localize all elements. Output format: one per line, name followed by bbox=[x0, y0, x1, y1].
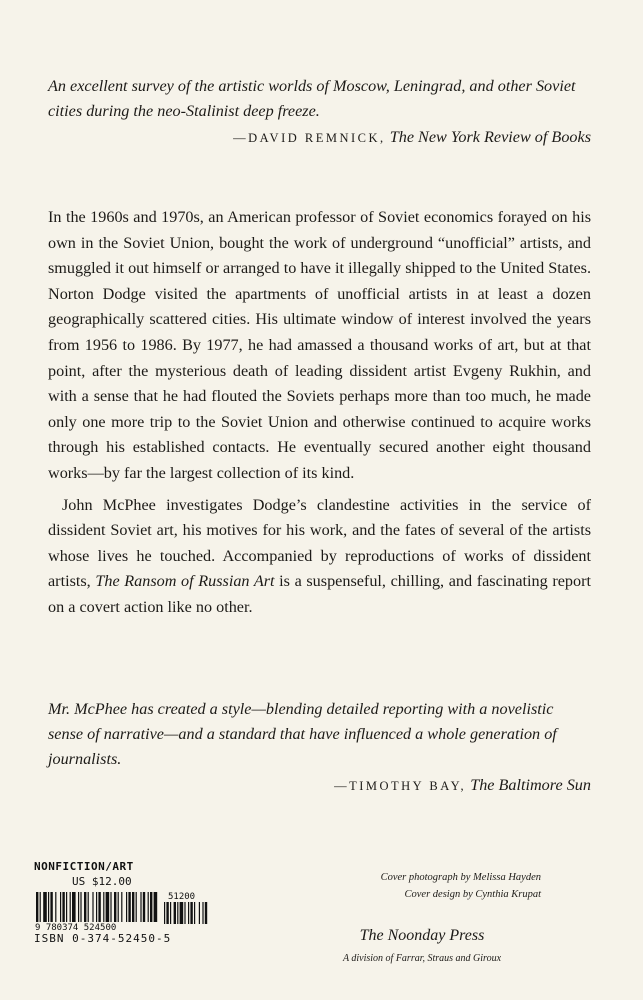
description-paragraph-2 bbox=[48, 493, 591, 621]
quote-text: Mr. McPhee has created a style—blending detailed reporting with a novelistic sense of narrative—and a standard that have influenced a whole generation of journalists. bbox=[48, 700, 557, 768]
isbn-label: ISBN 0-374-52450-5 bbox=[34, 932, 172, 945]
price-label: US $12.00 bbox=[72, 875, 132, 888]
barcode-digits: 9 780374 524500 bbox=[35, 923, 117, 932]
barcode-addon-bars-icon bbox=[164, 902, 207, 924]
photo-credit: Cover photograph by Melissa Hayden bbox=[380, 872, 541, 883]
book-title: The Ransom of Russian Art bbox=[95, 572, 275, 591]
paragraph-2-text-start: John McPhee investigates Dodge’s clandestine activities in the service of dissident Soviet art, his motives for his work, and the fates of several of the artists whose lives he touched. Accompanied by reproductions of works of dissident artists, bbox=[48, 495, 591, 591]
cover-credits bbox=[381, 869, 541, 903]
description-paragraph-1: In the 1960s and 1970s, an American professor of Soviet economics forayed on his own in the Soviet Union, bought the work of underground “unofficial” artists, and smuggled it out himself or arranged to have it illegally shipped to the United States. Norton Dodge visited the apartments of unofficial artists in at least a dozen geographically scattered cities. His ultimate window of interest involved the years from 1956 to 1986. By 1977, he had amassed a thousand works of art, but at that point, after the mysterious death of leading dissident artist Evgeny Rukhin, and with a sense that he had flouted the Soviets perhaps more than too much, he made only one more trip to the Soviet Union and otherwise continued to acquire works through his established contacts. He eventually secured another eight thousand works—by far the largest collection of its kind. bbox=[48, 208, 591, 482]
quote-source: The Baltimore Sun bbox=[470, 776, 591, 794]
barcode-bars-icon bbox=[36, 892, 157, 922]
price-code-digits: 51200 bbox=[168, 892, 196, 902]
publisher-name: The Noonday Press bbox=[359, 927, 485, 944]
paragraph-2-text-end: is a suspenseful, chilling, and fascinating report on a covert action like no other. bbox=[48, 572, 591, 616]
quote-attribution bbox=[48, 773, 591, 799]
design-credit: Cover design by Cynthia Krupat bbox=[404, 889, 541, 900]
quote-text: An excellent survey of the artistic worlds of Moscow, Leningrad, and other Soviet cities during the neo-Stalinist deep freeze. bbox=[48, 77, 576, 120]
review-quote-bay bbox=[48, 697, 591, 799]
review-quote-remnick bbox=[48, 74, 591, 151]
book-description bbox=[48, 205, 591, 621]
barcode-graphic bbox=[34, 890, 214, 932]
quote-author: —DAVID REMNICK, bbox=[233, 131, 386, 145]
quote-source: The New York Review of Books bbox=[389, 128, 591, 146]
category-label: NONFICTION/ART bbox=[34, 860, 134, 873]
barcode-block bbox=[34, 860, 214, 945]
quote-author: —TIMOTHY BAY, bbox=[334, 779, 467, 793]
publisher-division: A division of Farrar, Straus and Giroux bbox=[342, 953, 502, 964]
quote-attribution bbox=[48, 125, 591, 151]
